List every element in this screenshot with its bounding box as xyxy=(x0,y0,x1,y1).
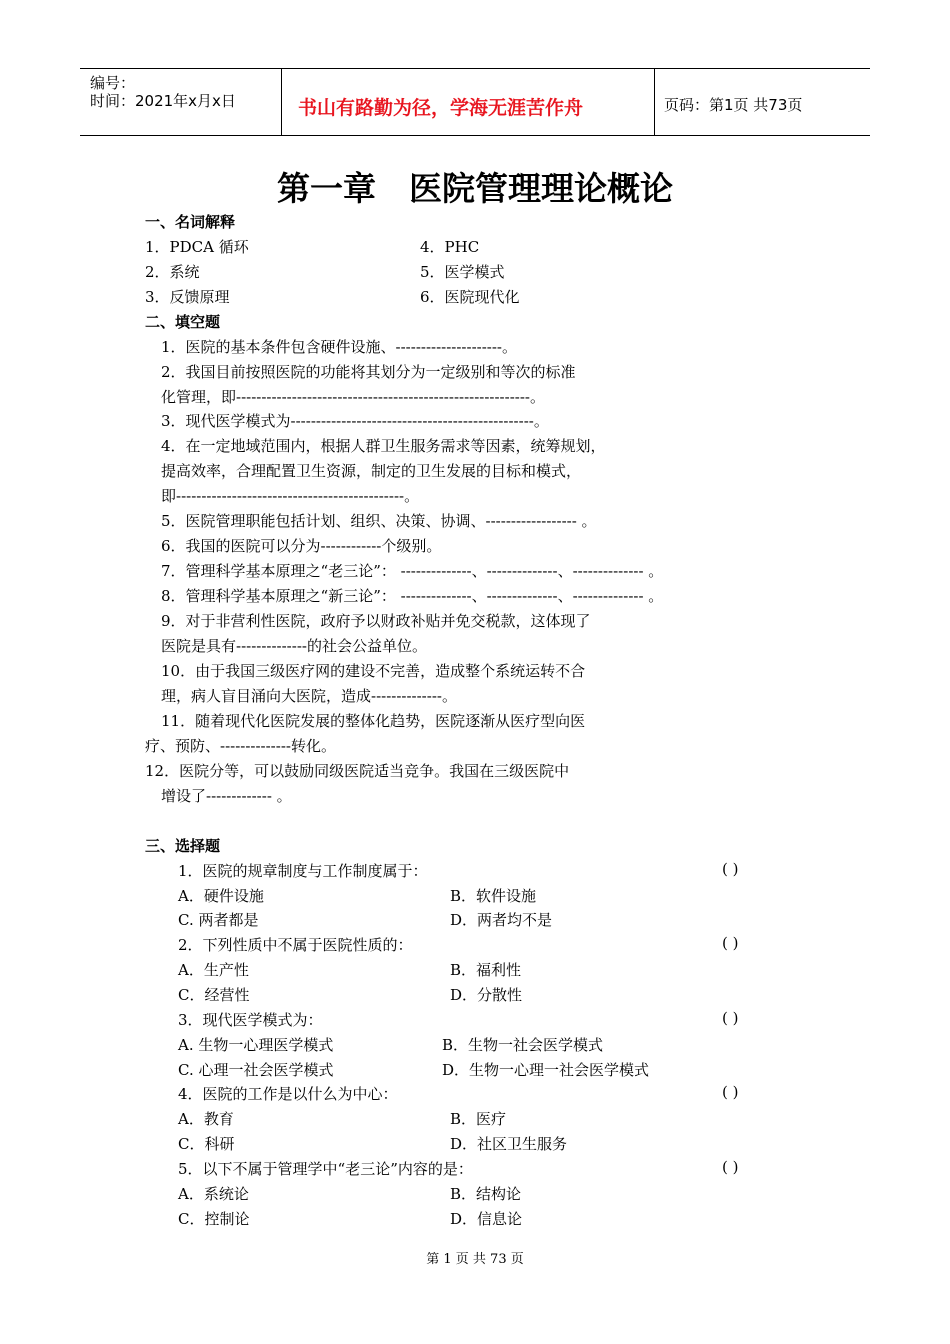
fill-line: 提高效率，合理配置卫生资源，制定的卫生发展的目标和模式， xyxy=(161,462,582,480)
motto: 书山有路勤为径，学海无涯苦作舟 xyxy=(298,97,584,119)
option-c: C．控制论 xyxy=(178,1210,250,1228)
option-c: C．经营性 xyxy=(178,986,250,1004)
question-stem: 2．下列性质中不属于医院性质的： xyxy=(178,936,413,954)
fill-line: 12．医院分等，可以鼓励同级医院适当竞争。我国在三级医院中 xyxy=(145,762,570,780)
option-a: A. 生物一心理医学模式 xyxy=(178,1036,334,1054)
answer-parenthesis: ( ) xyxy=(722,1083,739,1101)
chapter-title: 第一章 医院管理理论概论 xyxy=(277,169,673,208)
section-heading: 三、选择题 xyxy=(145,837,221,855)
header-top-rule xyxy=(80,68,870,69)
fill-line: 3．现代医学模式为------------------------------------------------。 xyxy=(161,412,549,430)
option-a: A．生产性 xyxy=(178,961,249,979)
section-heading: 二、填空题 xyxy=(145,313,221,331)
term-item: 5．医学模式 xyxy=(420,263,505,281)
serial-label: 编号： xyxy=(90,74,136,92)
term-item: 2．系统 xyxy=(145,263,200,281)
term-item: 6．医院现代化 xyxy=(420,288,520,306)
fill-line: 1．医院的基本条件包含硬件设施、---------------------。 xyxy=(161,338,517,356)
question-stem: 4．医院的工作是以什么为中心： xyxy=(178,1085,398,1103)
option-c: C．科研 xyxy=(178,1135,235,1153)
option-b: B．软件设施 xyxy=(450,887,537,905)
header-divider xyxy=(281,68,282,135)
section-heading: 一、名词解释 xyxy=(145,213,236,231)
answer-parenthesis: ( ) xyxy=(722,1009,739,1027)
page-info: 页码：第1页 共73页 xyxy=(664,96,803,114)
option-c: C. 两者都是 xyxy=(178,911,259,929)
answer-parenthesis: ( ) xyxy=(722,1158,739,1176)
option-a: A．教育 xyxy=(178,1110,234,1128)
fill-line: 10．由于我国三级医疗网的建设不完善，造成整个系统运转不合 xyxy=(161,662,586,680)
header-divider xyxy=(654,68,655,135)
fill-line: 增设了------------- 。 xyxy=(161,787,292,805)
fill-line: 理，病人盲目涌向大医院，造成--------------。 xyxy=(161,687,457,705)
term-item: 4．PHC xyxy=(420,238,480,256)
fill-line: 6．我国的医院可以分为------------个级别。 xyxy=(161,537,442,555)
fill-line: 2．我国目前按照医院的功能将其划分为一定级别和等次的标准 xyxy=(161,363,576,381)
answer-parenthesis: ( ) xyxy=(722,860,739,878)
option-a: A．硬件设施 xyxy=(178,887,264,905)
question-stem: 5．以下不属于管理学中“老三论”内容的是： xyxy=(178,1160,473,1178)
option-d: D．分散性 xyxy=(450,986,523,1004)
fill-line: 8．管理科学基本原理之“新三论”： --------------、--------------、-------------- 。 xyxy=(161,587,664,605)
question-stem: 3．现代医学模式为： xyxy=(178,1011,323,1029)
fill-line: 9．对于非营利性医院，政府予以财政补贴并免交税款，这体现了 xyxy=(161,612,591,630)
option-d: D．两者均不是 xyxy=(450,911,553,929)
fill-line: 疗、预防、--------------转化。 xyxy=(145,737,336,755)
fill-line: 4．在一定地域范围内，根据人群卫生服务需求等因素，统筹规划， xyxy=(161,437,606,455)
option-d: D．社区卫生服务 xyxy=(450,1135,568,1153)
fill-line: 11．随着现代化医院发展的整体化趋势，医院逐渐从医疗型向医 xyxy=(161,712,586,730)
page-footer: 第 1 页 共 73 页 xyxy=(426,1252,524,1267)
term-item: 3．反馈原理 xyxy=(145,288,230,306)
option-b: B．医疗 xyxy=(450,1110,507,1128)
option-a: A．系统论 xyxy=(178,1185,249,1203)
option-c: C. 心理一社会医学模式 xyxy=(178,1061,334,1079)
answer-parenthesis: ( ) xyxy=(722,934,739,952)
option-b: B．结构论 xyxy=(450,1185,522,1203)
option-b: B．福利性 xyxy=(450,961,522,979)
option-b: B．生物一社会医学模式 xyxy=(442,1036,604,1054)
fill-line: 7．管理科学基本原理之“老三论”： --------------、--------------、-------------- 。 xyxy=(161,562,664,580)
fill-line: 即---------------------------------------------。 xyxy=(161,487,420,505)
question-stem: 1．医院的规章制度与工作制度属于： xyxy=(178,862,428,880)
fill-line: 5．医院管理职能包括计划、组织、决策、协调、------------------ 。 xyxy=(161,512,597,530)
option-d: D．生物一心理一社会医学模式 xyxy=(442,1061,650,1079)
header-bottom-rule xyxy=(80,135,870,136)
fill-line: 化管理，即----------------------------------------------------------。 xyxy=(161,388,545,406)
date-line: 时间：2021年x月x日 xyxy=(90,92,236,110)
fill-line: 医院是具有--------------的社会公益单位。 xyxy=(161,637,427,655)
term-item: 1．PDCA 循环 xyxy=(145,238,249,256)
option-d: D．信息论 xyxy=(450,1210,523,1228)
